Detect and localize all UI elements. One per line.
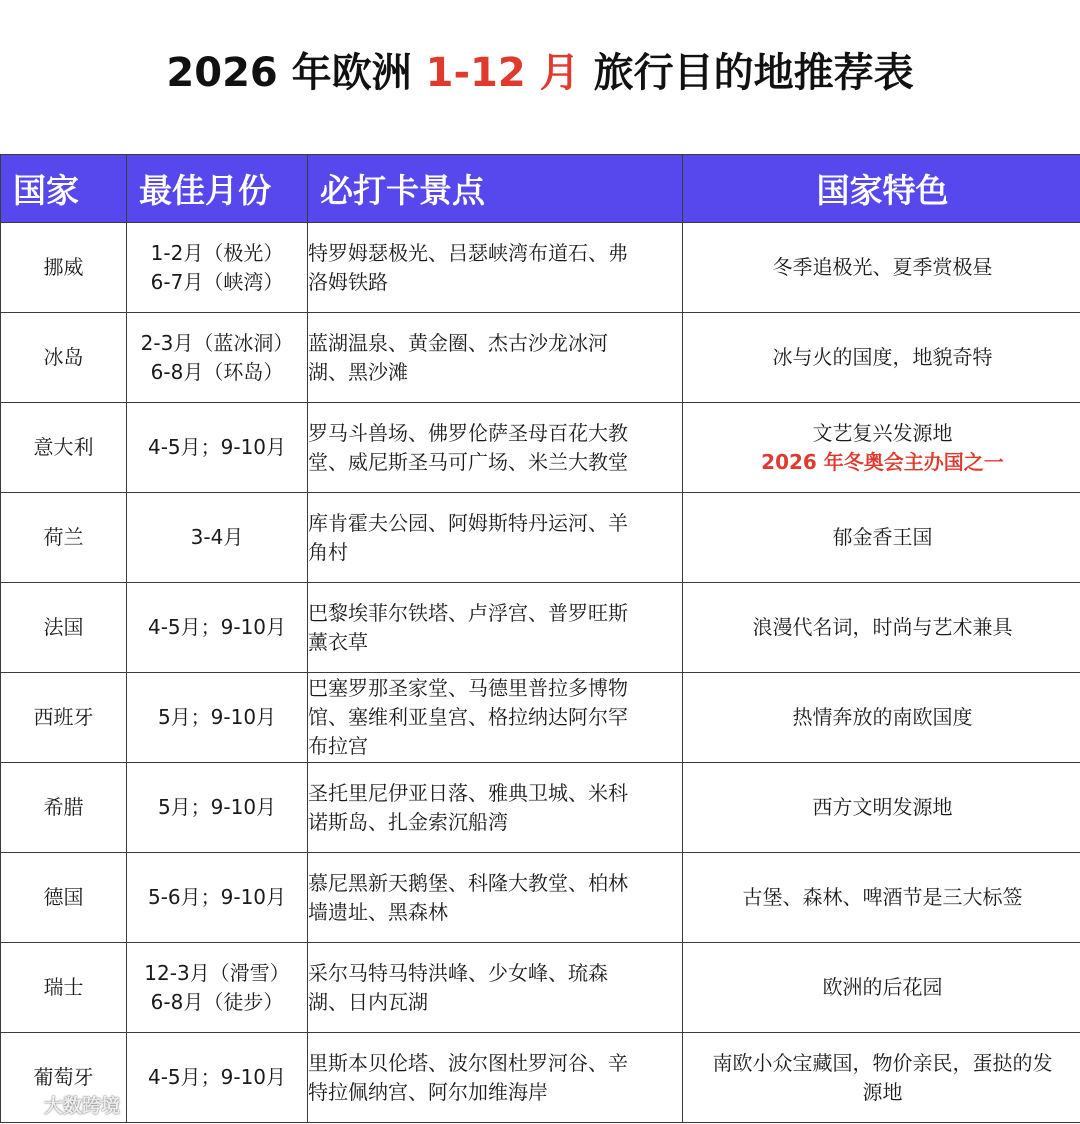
- features-cell: [683, 1033, 1080, 1123]
- table-body: [1, 223, 1080, 1123]
- months-cell-line: 5-6月；9-10月: [147, 885, 287, 909]
- header-attractions: 必打卡景点: [308, 155, 683, 223]
- attractions-cell: [308, 313, 683, 403]
- attractions-cell-line: 慕尼黑新天鹅堡、科隆大教堂、柏林: [308, 870, 628, 895]
- features-cell: [683, 223, 1080, 313]
- country-cell: 法国: [1, 583, 127, 673]
- months-cell: [127, 223, 308, 313]
- table-row: [1, 1033, 1080, 1123]
- attractions-cell-line: 蓝湖温泉、黄金圈、杰古沙龙冰河: [308, 330, 608, 355]
- table-row: [1, 763, 1080, 853]
- months-cell: [127, 853, 308, 943]
- attractions-cell-line: 诺斯岛、扎金索沉船湾: [308, 809, 508, 834]
- attractions-cell-line: 巴塞罗那圣家堂、马德里普拉多博物: [308, 676, 628, 700]
- months-cell: [127, 403, 308, 493]
- title-prefix: 2026 年欧洲: [166, 50, 426, 96]
- attractions-cell-line: 巴黎埃菲尔铁塔、卢浮宫、普罗旺斯: [308, 600, 628, 625]
- attractions-cell: [308, 403, 683, 493]
- features-cell: [683, 313, 1080, 403]
- attractions-cell: [308, 763, 683, 853]
- attractions-cell: [308, 583, 683, 673]
- attractions-cell-line: 墙遗址、黑森林: [308, 899, 448, 924]
- table-row: [1, 403, 1080, 493]
- features-cell-line: 冰与火的国度，地貌奇特: [772, 345, 993, 369]
- features-cell-line: 西方文明发源地: [812, 795, 953, 819]
- features-cell: [683, 853, 1080, 943]
- attractions-cell: [308, 1033, 683, 1123]
- country-cell: 德国: [1, 853, 127, 943]
- attractions-cell-line: 特拉佩纳宫、阿尔加维海岸: [308, 1079, 548, 1104]
- attractions-cell-line: 罗马斗兽场、佛罗伦萨圣母百花大教: [308, 420, 628, 445]
- table-row: [1, 313, 1080, 403]
- months-cell-line: 12-3月（滑雪）: [144, 960, 290, 985]
- header-row: [1, 155, 1080, 223]
- attractions-cell-line: 布拉宫: [308, 734, 368, 758]
- months-cell-line: 6-7月（峡湾）: [150, 269, 284, 294]
- months-cell-line: 5月；9-10月: [157, 795, 277, 819]
- table-header: [1, 155, 1080, 223]
- attractions-cell: [308, 943, 683, 1033]
- page-title: [0, 38, 1080, 108]
- features-cell: [683, 673, 1080, 763]
- table-row: [1, 943, 1080, 1033]
- attractions-cell-line: 特罗姆瑟极光、吕瑟峡湾布道石、弗: [308, 240, 628, 265]
- country-cell: 瑞士: [1, 943, 127, 1033]
- features-cell: [683, 583, 1080, 673]
- features-cell: [683, 763, 1080, 853]
- features-cell-line: 源地: [862, 1079, 903, 1104]
- table-row: [1, 673, 1080, 763]
- table-row: [1, 493, 1080, 583]
- attractions-cell-line: 里斯本贝伦塔、波尔图杜罗河谷、辛: [308, 1050, 628, 1075]
- features-cell-line: 热情奔放的南欧国度: [792, 705, 973, 729]
- attractions-cell-line: 采尔马特马特洪峰、少女峰、琉森: [308, 960, 608, 985]
- attractions-cell-line: 堂、威尼斯圣马可广场、米兰大教堂: [308, 449, 628, 474]
- months-cell-line: 4-5月；9-10月: [147, 615, 287, 639]
- attractions-cell: [308, 673, 683, 763]
- table-row: [1, 853, 1080, 943]
- months-cell-line: 6-8月（徒步）: [150, 989, 284, 1014]
- title-highlight: 1-12 月: [425, 50, 580, 96]
- table-row: [1, 223, 1080, 313]
- features-cell: [683, 943, 1080, 1033]
- country-cell: 荷兰: [1, 493, 127, 583]
- features-cell-line: 文艺复兴发源地: [812, 420, 953, 445]
- attractions-cell-line: 湖、日内瓦湖: [308, 989, 428, 1014]
- attractions-cell-line: 馆、塞维利亚皇宫、格拉纳达阿尔罕: [308, 705, 628, 729]
- months-cell-line: 4-5月；9-10月: [147, 435, 287, 459]
- country-cell: 意大利: [1, 403, 127, 493]
- features-cell-line: 古堡、森林、啤酒节是三大标签: [742, 885, 1023, 909]
- destination-table: [0, 154, 1080, 1123]
- header-best-months: 最佳月份: [127, 155, 308, 223]
- country-cell: 冰岛: [1, 313, 127, 403]
- watermark-text: 大数跨境: [44, 1094, 121, 1117]
- country-cell: 西班牙: [1, 673, 127, 763]
- months-cell: [127, 943, 308, 1033]
- attractions-cell-line: 薰衣草: [308, 629, 368, 654]
- title-suffix: 旅行目的地推荐表: [579, 50, 914, 96]
- attractions-cell: [308, 493, 683, 583]
- features-cell-line: 冬季追极光、夏季赏极昼: [772, 255, 993, 279]
- months-cell-line: 6-8月（环岛）: [150, 359, 284, 384]
- months-cell: [127, 673, 308, 763]
- country-cell: 挪威: [1, 223, 127, 313]
- months-cell: [127, 493, 308, 583]
- attractions-cell: [308, 853, 683, 943]
- attractions-cell-line: 圣托里尼伊亚日落、雅典卫城、米科: [308, 780, 628, 805]
- feature-highlight: 2026 年冬奥会主办国之一: [761, 449, 1004, 474]
- months-cell-line: 2-3月（蓝冰洞）: [140, 330, 294, 355]
- features-cell: [683, 493, 1080, 583]
- country-cell: 葡萄牙: [1, 1033, 127, 1123]
- months-cell: [127, 763, 308, 853]
- months-cell: [127, 313, 308, 403]
- attractions-cell-line: 库肯霍夫公园、阿姆斯特丹运河、羊: [308, 510, 628, 535]
- attractions-cell: [308, 223, 683, 313]
- attractions-cell-line: 湖、黑沙滩: [308, 359, 408, 384]
- features-cell-line: 郁金香王国: [832, 525, 933, 549]
- country-cell: 希腊: [1, 763, 127, 853]
- header-country: 国家: [1, 155, 127, 223]
- table-row: [1, 583, 1080, 673]
- months-cell: [127, 583, 308, 673]
- attractions-cell-line: 洛姆铁路: [308, 269, 388, 294]
- features-cell-line: 欧洲的后花园: [822, 975, 943, 999]
- months-cell-line: 3-4月: [190, 525, 244, 549]
- features-cell-line: 浪漫代名词，时尚与艺术兼具: [752, 615, 1013, 639]
- attractions-cell-line: 角村: [308, 539, 348, 564]
- months-cell-line: 1-2月（极光）: [150, 240, 284, 265]
- months-cell-line: 4-5月；9-10月: [147, 1065, 287, 1089]
- months-cell-line: 5月；9-10月: [157, 705, 277, 729]
- header-features: 国家特色: [683, 155, 1080, 223]
- months-cell: [127, 1033, 308, 1123]
- features-cell: [683, 403, 1080, 493]
- features-cell-line: 南欧小众宝藏国，物价亲民，蛋挞的发: [712, 1050, 1053, 1075]
